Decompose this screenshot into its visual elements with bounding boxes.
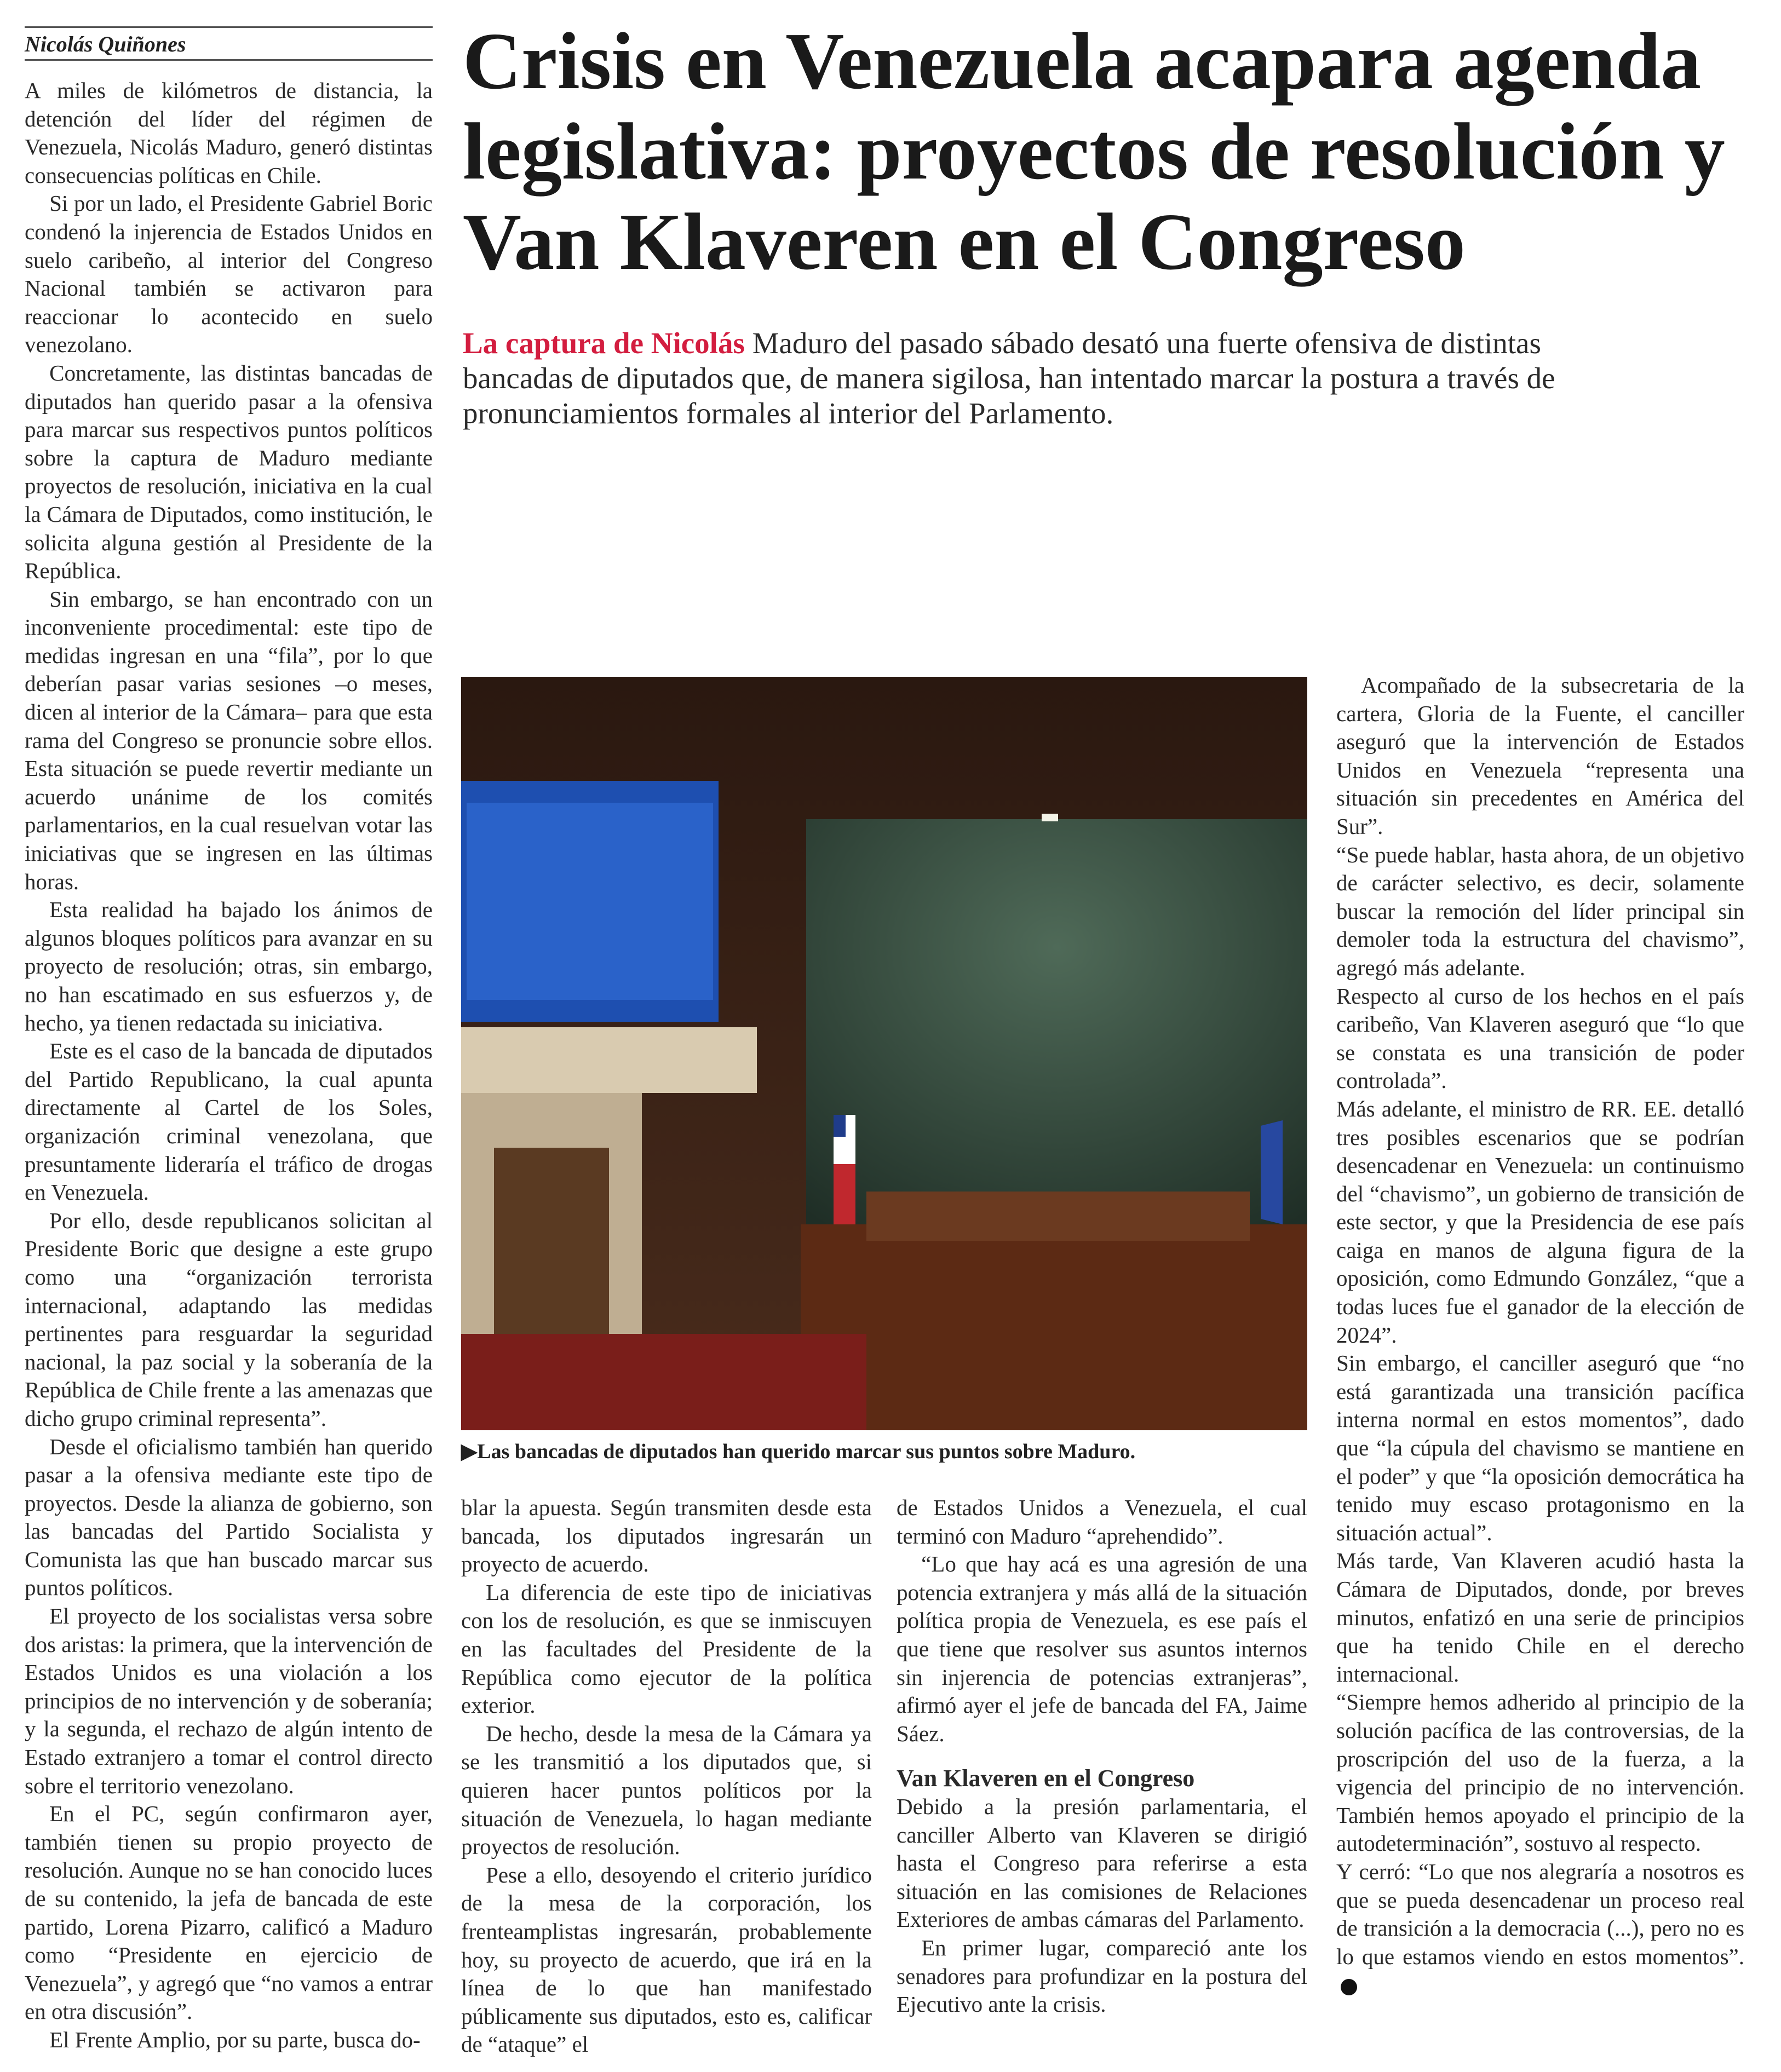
paragraph: El proyecto de los socialistas versa sobre dos aristas: la primera, que la intervención de Estados Unidos es una violación a los principios de no intervención y de soberanía; y la segunda, el rechazo de algún intento de Estado extranjero a tomar el control directo sobre el territorio venezolano. <box>25 1603 433 1798</box>
paragraph: Y cerró: “Lo que nos alegraría a nosotros es que se pueda desencadenar un proceso real de transición a la democracia (...), pero no es lo que estamos viendo en estos momentos”. <box>1336 1858 1744 1999</box>
paragraph: La diferencia de este tipo de iniciativas con los de resolución, es que se inmiscuyen en las facultades del Presidente de la República como ejecutor de la política exterior. <box>461 1579 872 1718</box>
paragraph: “Se puede hablar, hasta ahora, de un objetivo de carácter selectivo, es decir, solamente buscar la remoción del líder principal sin demoler toda la estructura del chavismo”, agregó más adelante. <box>1336 842 1744 980</box>
paragraph: En primer lugar, compareció ante los senadores para profundizar en la postura del Ejecutivo ante la crisis. <box>897 1935 1307 2017</box>
byline: Nicolás Quiñones <box>25 26 433 61</box>
article-column-1 <box>25 77 433 2054</box>
paragraph: “Siempre hemos adherido al principio de la solución pacífica de las controversias, de la proscripción del uso de la fuerza, a la vigencia del principio de no intervención. También hemos apoyado el principio de la autodeterminación”, sostuvo al respecto. <box>1336 1689 1744 1856</box>
paragraph: Más adelante, el ministro de RR. EE. detalló tres posibles escenarios que se podrían desencadenar en Venezuela: un continuismo del “chavismo”, un gobierno de transición de este sector, y que la Presidencia de ese país caiga en manos de alguna figura de la oposición, como Edmundo González, “que a todas luces fue el ganador de la elección de 2024”. <box>1336 1096 1744 1348</box>
paragraph: blar la apuesta. Según transmiten desde esta bancada, los diputados ingresarán un proyecto de acuerdo. <box>461 1495 872 1577</box>
deck-text: Maduro del pasado sábado desató una fuerte ofensiva de distintas bancadas de diputados que, de manera sigilosa, han intentado marcar la postura a través de pronunciamientos formales al interior del Parlamento. <box>463 326 1555 430</box>
paragraph: Esta realidad ha bajado los ánimos de algunos bloques políticos para avanzar en su proyecto de resolución; otras, sin embargo, no han escatimado en sus esfuerzos y, de hecho, ya tienen redactada su iniciativa. <box>25 897 433 1035</box>
paragraph: A miles de kilómetros de distancia, la detención del líder del régimen de Venezuela, Nicolás Maduro, generó distintas consecuencias políticas en Chile. <box>25 78 433 188</box>
paragraph: Si por un lado, el Presidente Gabriel Boric condenó la injerencia de Estados Unidos en suelo caribeño, al interior del Congreso Nacional también se activaron para reaccionar lo acontecido en suelo venezolano. <box>25 191 433 358</box>
article-column-3 <box>897 1494 1307 2019</box>
paragraph: Sin embargo, el canciller aseguró que “no está garantizada una transición pacífica interna normal en estos momentos”, dado que “la cúpula del chavismo se mantiene en el poder” y que “la oposición democrática ha tenido muy escaso protagonismo en la situación actual”. <box>1336 1350 1744 1545</box>
headline: Crisis en Venezuela acapara agenda legislativa: proyectos de resolución y Van Klaveren en el Congreso <box>463 16 1725 287</box>
article-column-2 <box>461 1494 872 2059</box>
deck-lead: La captura de Nicolás <box>463 326 745 360</box>
photo-caption: ▶Las bancadas de diputados han querido marcar sus puntos sobre Maduro. <box>461 1440 1136 1463</box>
paragraph: El Frente Amplio, por su parte, busca do- <box>49 2027 421 2052</box>
paragraph: Pese a ello, desoyendo el criterio jurídico de la mesa de la corporación, los frenteamplistas ingresarán, probablemente hoy, su proyecto de acuerdo, que irá en la línea de lo que han manifestado públicamente sus diputados, esto es, calificar de “ataque” el <box>461 1862 872 2057</box>
paragraph: De hecho, desde la mesa de la Cámara ya se les transmitió a los diputados que, si quieren hacer puntos políticos por la situación de Venezuela, lo hagan mediante proyectos de resolución. <box>461 1720 872 1860</box>
deck <box>463 326 1558 431</box>
paragraph: Acompañado de la subsecretaria de la cartera, Gloria de la Fuente, el canciller aseguró que la intervención de Estados Unidos en Venezuela “representa una situación sin precedentes en América del Sur”. <box>1336 672 1744 839</box>
paragraph: Más tarde, Van Klaveren acudió hasta la Cámara de Diputados, donde, por breves minutos, enfatizó en una serie de principios que ha tenido Chile en el derecho internacional. <box>1336 1548 1744 1687</box>
congress-chamber-image <box>461 677 1307 1430</box>
paragraph: Por ello, desde republicanos solicitan al Presidente Boric que designe a este grupo como una “organización terrorista internacional, adaptando las medidas pertinentes para resguardar la seguridad nacional, la paz social y la soberanía de la República de Chile frente a las amenazas que dicho grupo criminal representa”. <box>25 1207 433 1431</box>
congress-photo <box>461 677 1307 1430</box>
paragraph: “Lo que hay acá es una agresión de una potencia extranjera y más allá de la situación política propia de Venezuela, es ese país el que tiene que resolver sus asuntos internos sin injerencia de potencias extranjeras”, afirmó ayer el jefe de bancada del FA, Jaime Sáez. <box>897 1551 1307 1746</box>
paragraph: Concretamente, las distintas bancadas de diputados han querido pasar a la ofensiva para marcar sus respectivos puntos políticos sobre la captura de Maduro mediante proyectos de resolución, iniciativa en la cual la Cámara de Diputados, como institución, le solicita alguna gestión al Presidente de la República. <box>25 360 433 584</box>
paragraph: Debido a la presión parlamentaria, el canciller Alberto van Klaveren se dirigió hasta el Congreso para referirse a esta situación en las comisiones de Relaciones Exteriores de ambas cámaras del Parlamento. <box>897 1793 1307 1932</box>
paragraph: Este es el caso de la bancada de diputados del Partido Republicano, la cual apunta directamente al Cartel de los Soles, organización criminal venezolana, que presuntamente lideraría el tráfico de drogas en Venezuela. <box>25 1038 433 1205</box>
end-mark-icon <box>1341 1979 1357 1995</box>
paragraph: En el PC, según confirmaron ayer, también tienen su propio proyecto de resolución. Aunque no se han conocido luces de su contenido, la jefa de bancada de este partido, Lorena Pizarro, calificó a Maduro como “Presidente en ejercicio de Venezuela”, y agregó que “no vamos a entrar en otra discusión”. <box>25 1801 433 2024</box>
subheading: Van Klaveren en el Congreso <box>897 1765 1195 1792</box>
paragraph: Sin embargo, se han encontrado con un inconveniente procedimental: este tipo de medidas ingresan en una “fila”, por lo que deberían pasar varias sesiones –o meses, dicen al interior de la Cámara– para que esta rama del Congreso se pronuncie sobre ellos. Esta situación se puede revertir mediante un acuerdo unánime de los comités parlamentarios, en la cual resuelvan votar las iniciativas que se ingresen en las últimas horas. <box>25 586 433 894</box>
headline-block <box>463 16 1766 431</box>
paragraph: de Estados Unidos a Venezuela, el cual terminó con Maduro “aprehendido”. <box>897 1495 1307 1549</box>
paragraph: Desde el oficialismo también han querido pasar a la ofensiva mediante este tipo de proyectos. Desde la alianza de gobierno, son las bancadas del Partido Socialista y Comunista las que han buscado marcar sus puntos políticos. <box>25 1434 433 1601</box>
article-column-4 <box>1336 671 1744 1999</box>
paragraph: Respecto al curso de los hechos en el país caribeño, Van Klaveren aseguró que “lo que se constata es una transición de poder controlada”. <box>1336 983 1744 1093</box>
